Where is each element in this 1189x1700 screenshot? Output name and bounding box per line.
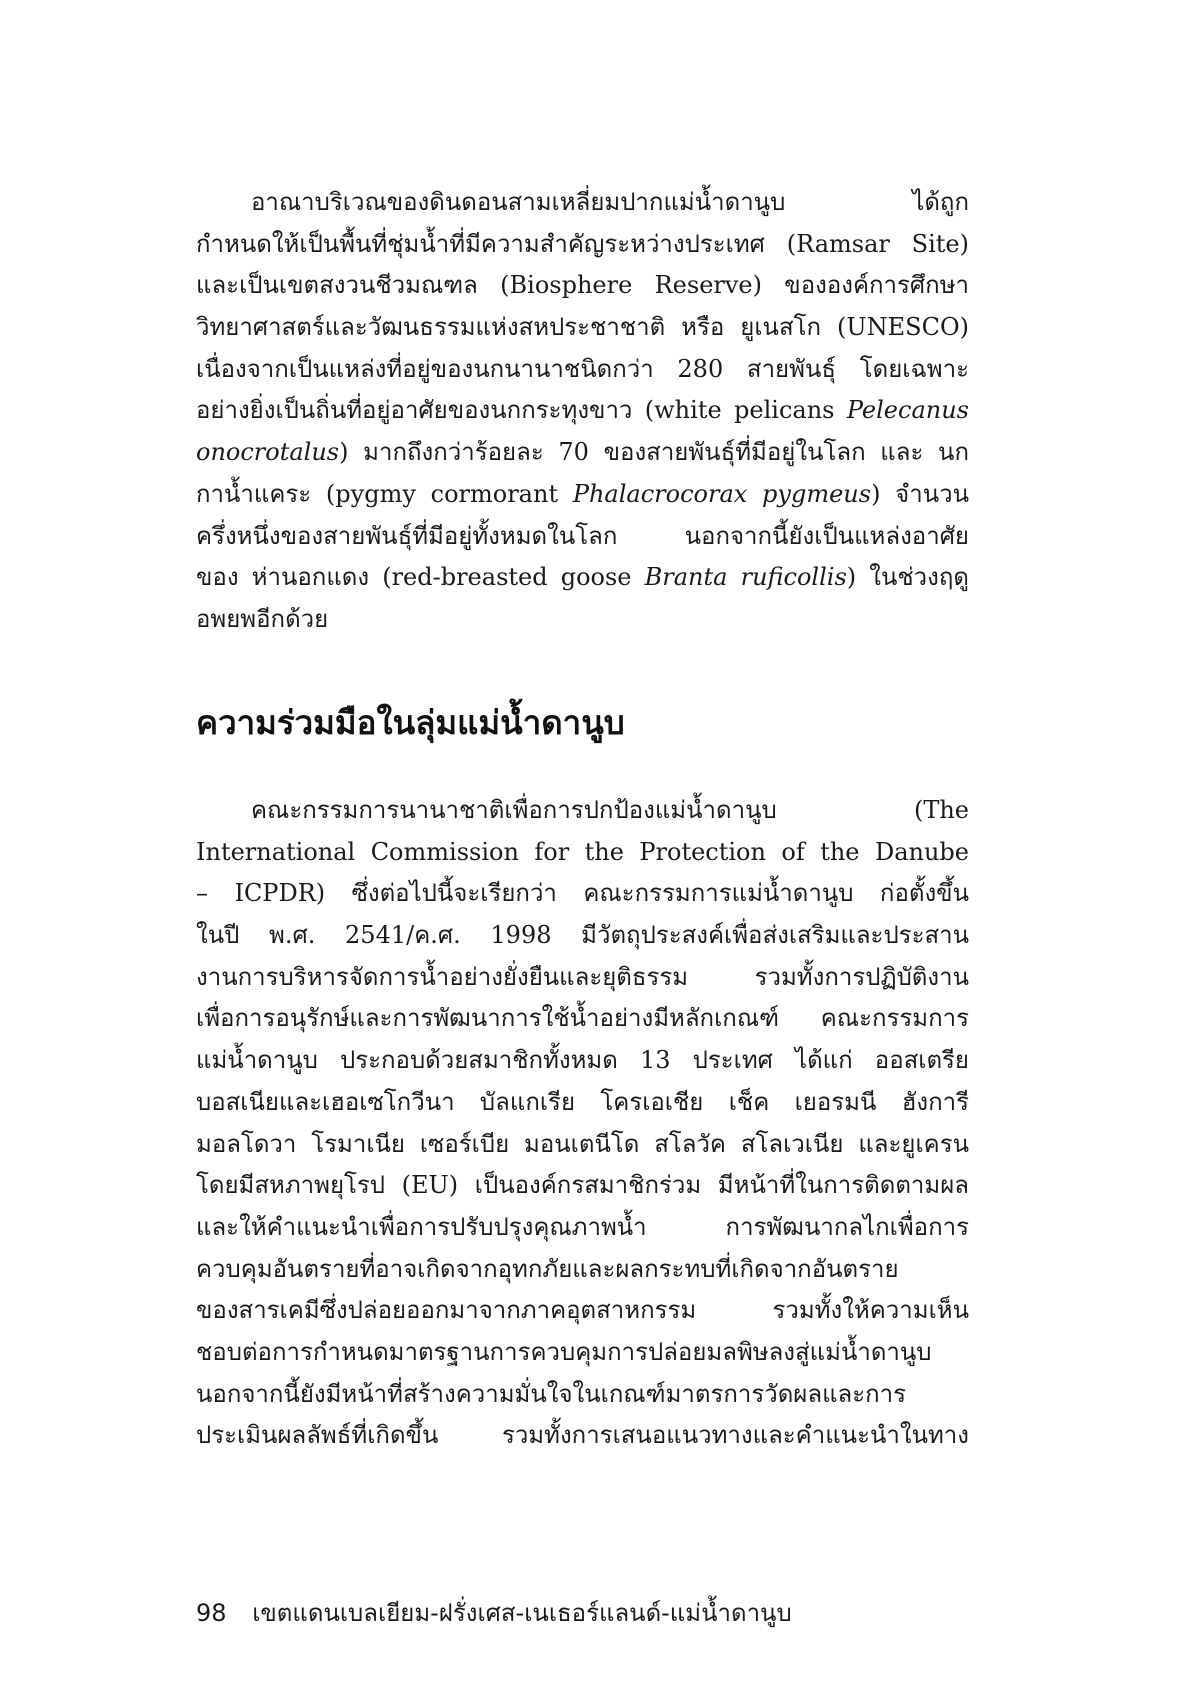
- species-name: onocrotalus: [196, 438, 340, 467]
- paragraph-line: และให้คำแนะนำเพื่อการปรับปรุงคุณภาพน้ำ การพัฒนากลไกเพื่อการ: [196, 1212, 969, 1241]
- paragraph-line: นอกจากนี้ยังมีหน้าที่สร้างความมั่นใจในเกณฑ์มาตรการวัดผลและการ: [196, 1379, 907, 1408]
- text-run: ของ ห่านอกแดง (red-breasted goose: [196, 563, 645, 592]
- section-heading: ความร่วมมือในลุ่มแม่น้ำดานูบ: [196, 703, 625, 742]
- paragraph-line: แม่น้ำดานูบ ประกอบด้วยสมาชิกทั้งหมด 13 ประเทศ ได้แก่ ออสเตรีย: [196, 1046, 969, 1075]
- paragraph-line: คณะกรรมการนานาชาติเพื่อการปกป้องแม่น้ำดานูบ (The: [251, 796, 969, 824]
- species-name: Branta ruficollis: [644, 563, 847, 592]
- paragraph-line: International Commission for the Protection of the Danube: [196, 837, 969, 866]
- text-run: ) ในช่วงฤดู: [846, 563, 969, 592]
- paragraph-line: วิทยาศาสตร์และวัฒนธรรมแห่งสหประชาชาติ หรือ ยูเนสโก (UNESCO): [196, 313, 969, 342]
- paragraph-icpdr: [196, 790, 969, 1457]
- text-run: กาน้ำแคระ (pygmy cormorant: [196, 479, 573, 508]
- paragraph-line: เพื่อการอนุรักษ์และการพัฒนาการใช้น้ำอย่างมีหลักเกณฑ์ คณะกรรมการ: [196, 1004, 969, 1033]
- paragraph-line: [196, 432, 969, 474]
- text-run: อย่างยิ่งเป็นถิ่นที่อยู่อาศัยของนกกระทุงขาว (white pelicans: [196, 396, 847, 425]
- paragraph-line: บอสเนียและเฮอเซโกวีนา บัลแกเรีย โครเอเชีย เช็ค เยอรมนี ฮังการี: [196, 1087, 969, 1116]
- page-number: 98: [196, 1599, 227, 1627]
- paragraph-line: [196, 390, 969, 432]
- paragraph-line: โดยมีสหภาพยุโรป (EU) เป็นองค์กรสมาชิกร่วม มีหน้าที่ในการติดตามผล: [196, 1171, 969, 1200]
- paragraph-line: ในปี พ.ศ. 2541/ค.ศ. 1998 มีวัตถุประสงค์เพื่อส่งเสริมและประสาน: [196, 921, 969, 950]
- paragraph-line: [196, 474, 969, 516]
- paragraph-line: ชอบต่อการกำหนดมาตรฐานการควบคุมการปล่อยมลพิษลงสู่แม่น้ำดานูบ: [196, 1337, 932, 1366]
- paragraph-line: เนื่องจากเป็นแหล่งที่อยู่ของนกนานาชนิดกว่า 280 สายพันธุ์ โดยเฉพาะ: [196, 354, 969, 383]
- paragraph-line: งานการบริหารจัดการน้ำอย่างยั่งยืนและยุติธรรม รวมทั้งการปฏิบัติงาน: [196, 962, 969, 991]
- paragraph-line: อาณาบริเวณของดินดอนสามเหลี่ยมปากแม่น้ำดานูบ ได้ถูก: [251, 188, 969, 216]
- text-run: ) จำนวน: [871, 479, 969, 508]
- paragraph-line: – ICPDR) ซึ่งต่อไปนี้จะเรียกว่า คณะกรรมการแม่น้ำดานูบ ก่อตั้งขึ้น: [196, 879, 969, 908]
- running-title: เขตแดนเบลเยียม-ฝรั่งเศส-เนเธอร์แลนด์-แม่น้ำดานูบ: [252, 1599, 792, 1627]
- species-name: Phalacrocorax pygmeus: [572, 479, 872, 508]
- paragraph-line: และเป็นเขตสงวนชีวมณฑล (Biosphere Reserve) ขององค์การศึกษา: [196, 271, 969, 300]
- paragraph-line: ประเมินผลลัพธ์ที่เกิดขึ้น รวมทั้งการเสนอแนวทางและคำแนะนำในทาง: [196, 1421, 969, 1450]
- species-name: Pelecanus: [846, 396, 969, 425]
- paragraph-line: [196, 557, 969, 599]
- page-footer: [196, 1593, 792, 1632]
- paragraph-line: ครึ่งหนึ่งของสายพันธุ์ที่มีอยู่ทั้งหมดในโลก นอกจากนี้ยังเป็นแหล่งอาศัย: [196, 521, 969, 550]
- paragraph-ramsar: [196, 182, 969, 641]
- paragraph-line: อพยพอีกด้วย: [196, 604, 329, 633]
- paragraph-line: ควบคุมอันตรายที่อาจเกิดจากอุทกภัยและผลกระทบที่เกิดจากอันตราย: [196, 1254, 899, 1283]
- text-run: ) มากถึงกว่าร้อยละ 70 ของสายพันธุ์ที่มีอยู่ในโลก และ นก: [339, 438, 969, 467]
- paragraph-line: มอลโดวา โรมาเนีย เซอร์เบีย มอนเตนีโด สโลวัค สโลเวเนีย และยูเครน: [196, 1129, 969, 1158]
- paragraph-line: กำหนดให้เป็นพื้นที่ชุ่มน้ำที่มีความสำคัญระหว่างประเทศ (Ramsar Site): [196, 229, 969, 258]
- paragraph-line: ของสารเคมีซึ่งปล่อยออกมาจากภาคอุตสาหกรรม รวมทั้งให้ความเห็น: [196, 1296, 969, 1325]
